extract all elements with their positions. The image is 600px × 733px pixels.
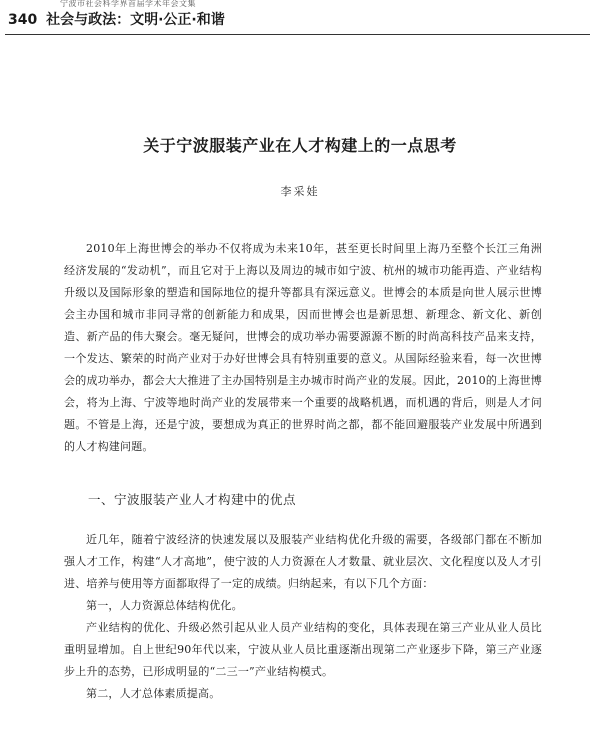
running-head: 宁波市社会科学界首届学术年会文集 — [60, 0, 196, 8]
paragraph-point-2: 第二，人才总体素质提高。 — [86, 687, 221, 700]
page-number: 340 — [8, 12, 38, 28]
page-header — [8, 9, 588, 29]
article-author: 李采娃 — [280, 185, 320, 198]
paragraph-section-1: 近几年，随着宁波经济的快速发展以及服装产业结构优化升级的需要，各级部门都在不断加强人才工作，构建“人才高地”，使宁波的人力资源在人才数量、就业层次、文化程度以及人才引进、培养与使用等方面都取得了一定的成绩。归纳起来，有以下几个方面： — [64, 533, 542, 590]
header-rule — [5, 34, 590, 35]
section-heading: 一、宁波服装产业人才构建中的优点 — [88, 492, 297, 507]
paragraph-section-2: 产业结构的优化、升级必然引起从业人员产业结构的变化，具体表现在第三产业从业人员比重明显增加。自上世纪90年代以来，宁波从业人员比重逐渐出现第二产业逐步下降，第三产业逐步上升的态势，已形成明显的“二三一”产业结构模式。 — [64, 621, 542, 678]
article-title: 关于宁波服装产业在人才构建上的一点思考 — [143, 136, 457, 155]
paragraph-intro: 2010年上海世博会的举办不仅将成为未来10年，甚至更长时间里上海乃至整个长江三角洲经济发展的“发动机”，而且它对于上海以及周边的城市如宁波、杭州的城市功能再造、产业结构升级以及国际形象的塑造和国际地位的提升等都具有深远意义。世博会的本质是向世人展示世博会主办国和城市非同寻常的创新能力和成果，因而世博会也是新思想、新理念、新文化、新创造、新产品的伟大聚会。毫无疑问，世博会的成功举办需要源源不断的时尚高科技产品来支持，一个发达、繁荣的时尚产业对于办好世博会具有特别重要的意义。从国际经验来看，每一次世博会的成功举办，都会大大推进了主办国特别是主办城市时尚产业的发展。因此，2010的上海世博会，将为上海、宁波等地时尚产业的发展带来一个重要的战略机遇，而机遇的背后，则是人才问题。不管是上海，还是宁波，要想成为真正的世界时尚之都，都不能回避服装产业发展中所遇到的人才构建问题。 — [64, 242, 542, 453]
section-title: 社会与政法：文明·公正·和谐 — [46, 12, 225, 28]
paragraph-point-1: 第一，人力资源总体结构优化。 — [86, 599, 243, 612]
